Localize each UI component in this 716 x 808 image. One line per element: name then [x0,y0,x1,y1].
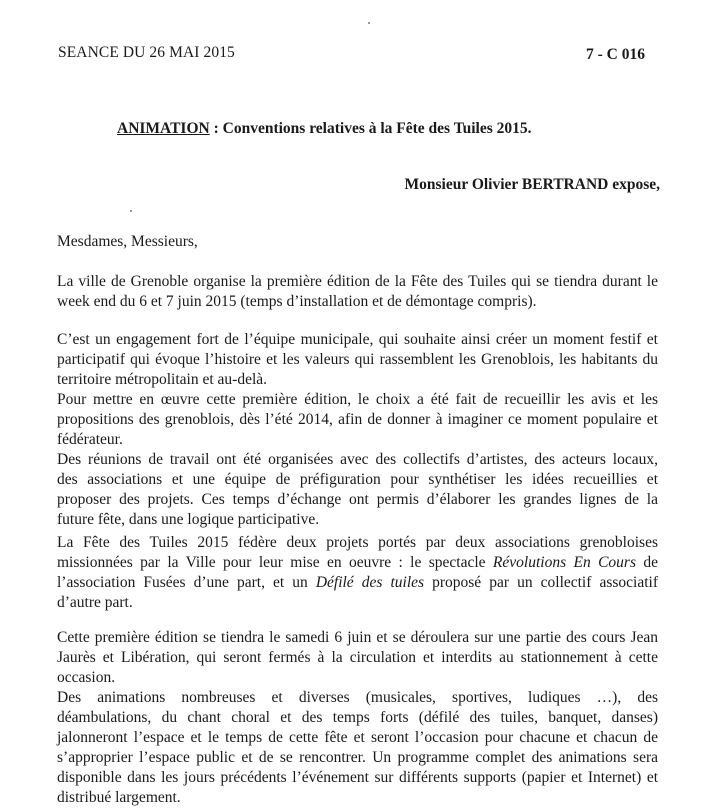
paragraph-line: occasion. [57,669,116,686]
paragraph-line: s’approprier l’espace public et de se rencontrer. Un programme complet des animations sera [57,749,658,766]
paragraph-line: des associations et une équipe de préfiguration pour synthétiser les idées recueillies et [57,471,658,488]
paragraph-line: Des animations nombreuses et diverses (musicales, sportives, ludiques …), des [57,689,658,706]
text-run: proposé par un collectif associatif [424,574,658,591]
paragraph-line: disponible dans les jours précédents l’événement sur différents supports (papier et Internet) et [57,769,658,786]
paragraph-line: Cette première édition se tiendra le samedi 6 juin et se déroulera sur une partie des cours Jean [57,629,658,646]
paragraph-line: C’est un engagement fort de l’équipe municipale, qui souhaite ainsi créer un moment festif et [57,331,658,348]
salutation-text: Mesdames, Messieurs, [57,233,198,250]
paragraph-2 [57,330,658,530]
salutation [57,232,658,252]
paragraph-3 [57,533,658,613]
speaker-line: Monsieur Olivier BERTRAND expose, [404,176,660,193]
paragraph-line: participatif qui évoque l’histoire et les valeurs qui rassemblent les Grenoblois, les habitants du [57,351,658,368]
subject-line [117,120,532,138]
paragraph-line: week end du 6 et 7 juin 2015 (temps d’installation et de démontage compris). [57,293,537,310]
paragraph-line: Des réunions de travail ont été organisées avec des collectifs d’artistes, des acteurs locaux, [57,451,658,468]
paragraph-line: distribué largement. [57,789,181,806]
paragraph-line [57,553,658,573]
text-run: l’association Fusées d’une part, et un [57,574,316,591]
paragraph-line: future fête, dans une logique participative. [57,511,320,528]
paragraph-1 [57,272,658,312]
paragraph-line: proposer des projets. Ces temps d’échange ont permis d’élaborer les grandes lignes de la [57,491,658,508]
scan-speck [130,210,132,212]
subject-separator: : [209,120,223,137]
paragraph-line: Pour mettre en œuvre cette première édition, le choix a été fait de recueillir les avis et les [57,391,658,408]
paragraph-line: jalonneront l’espace et le temps de cette fête et seront l’occasion pour chacune et chacun de [57,729,658,746]
paragraph-line: déambulations, du chant choral et des temps forts (défilé des tuiles, banquet, danses) [57,709,658,726]
subject-title: Conventions relatives à la Fête des Tuiles 2015. [222,120,532,137]
deliberation-reference: 7 - C 016 [586,46,645,63]
scan-speck [368,22,370,24]
paragraph-line: d’autre part. [57,594,133,611]
seance-date: SEANCE DU 26 MAI 2015 [58,44,235,61]
paragraph-line: propositions des grenoblois, dès l’été 2014, afin de donner à imaginer ce moment populaire et [57,411,658,428]
paragraph-line: La ville de Grenoble organise la première édition de la Fête des Tuiles qui se tiendra durant le [57,273,658,290]
subject-label: ANIMATION [117,120,210,137]
paragraph-line: La Fête des Tuiles 2015 fédère deux projets portés par deux associations grenobloises [57,534,658,551]
paragraph-4 [57,628,658,808]
paragraph-line [57,573,658,593]
parade-title: Défilé des tuiles [315,574,425,591]
paragraph-line: fédérateur. [57,431,123,448]
show-title: Révolutions En Cours [492,554,636,571]
paragraph-line: territoire métropolitain et au-delà. [57,371,268,388]
text-run: de [635,554,658,571]
paragraph-line: Jaurès et Libération, qui seront fermés à la circulation et interdits au stationnement à cette [57,649,658,666]
text-run: missionnées par la Ville pour leur mise en oeuvre : le spectacle [57,554,493,571]
